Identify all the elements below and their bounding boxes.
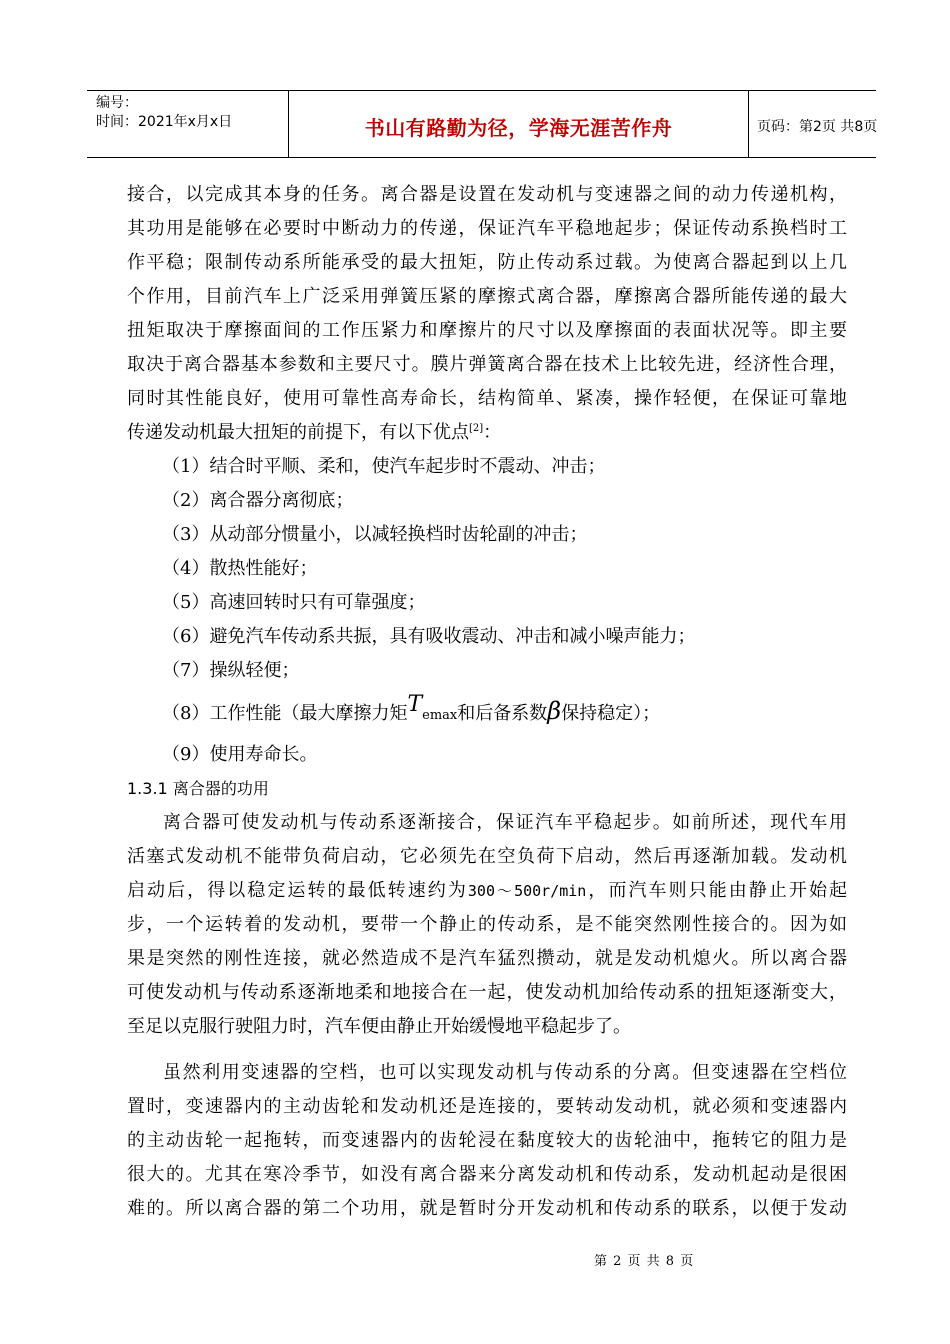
intro-paragraph	[127, 178, 847, 450]
section-heading	[127, 772, 847, 806]
list-item: （1）结合时平顺、柔和，使汽车起步时不震动、冲击；	[162, 456, 606, 477]
text-line: 个作用，目前汽车上广泛采用弹簧压紧的摩擦式离合器，摩擦离合器所能传递的最大	[127, 286, 847, 307]
function-paragraph-1	[127, 806, 847, 1044]
document-date-label: 时间：2021年x月x日	[96, 114, 233, 130]
speed-suffix: ，而汽车则只能由静止开始起	[586, 880, 848, 901]
header-left-cell	[87, 91, 288, 157]
header-page-label: 页码：第2页 共8页	[757, 119, 878, 135]
beta-symbol: β	[547, 697, 562, 725]
section-number: 1.3.1	[127, 779, 168, 798]
list-item: （5）高速回转时只有可靠强度；	[162, 592, 426, 613]
advantages-list	[127, 450, 847, 772]
item8-middle: 和后备系数	[457, 703, 548, 724]
text-line: 可使发动机与传动系逐渐地柔和地接合在一起，使发动机加给传动系的扭矩逐渐变大，	[127, 982, 847, 1003]
document-code-label: 编号：	[96, 95, 138, 111]
speed-value: 300～500r/min	[467, 882, 587, 900]
text-line: 接合，以完成其本身的任务。离合器是设置在发动机与变速器之间的动力传递机构，	[127, 184, 847, 205]
text-line: 步，一个运转着的发动机，要带一个静止的传动系，是不能突然刚性接合的。因为如	[127, 914, 847, 935]
paragraph-gap	[127, 1044, 847, 1056]
citation-ref[interactable]: [2]	[469, 423, 484, 434]
text-line: 活塞式发动机不能带负荷启动，它必须先在空负荷下启动，然后再逐渐加载。发动机	[127, 846, 847, 867]
intro-last-text: 传递发动机最大扭矩的前提下，有以下优点	[127, 422, 469, 443]
page-header	[87, 90, 876, 158]
function-paragraph-2	[127, 1056, 847, 1226]
text-line: 扭矩取决于摩擦面间的工作压紧力和摩擦片的尺寸以及摩擦面的表面状况等。即主要	[127, 320, 847, 341]
text-line: 的主动齿轮一起拖转，而变速器内的齿轮浸在黏度较大的齿轮油中，拖转它的阻力是	[127, 1130, 847, 1151]
list-item: （6）避免汽车传动系共振，具有吸收震动、冲击和减小噪声能力；	[162, 626, 696, 647]
list-item: （9）使用寿命长。	[162, 744, 318, 765]
header-motto-cell	[288, 91, 749, 157]
section-title: 离合器的功用	[172, 779, 269, 798]
text-line: 取决于离合器基本参数和主要尺寸。膜片弹簧离合器在技术上比较先进，经济性合理，	[127, 354, 847, 375]
speed-prefix: 启动后，得以稳定运转的最低转速约为	[127, 880, 468, 901]
torque-symbol: T	[407, 692, 423, 717]
text-line: 作平稳；限制传动系所能承受的最大扭矩，防止传动系过载。为使离合器起到以上几	[127, 252, 847, 273]
torque-subscript: emax	[422, 708, 458, 723]
item8-prefix: （8）工作性能（最大摩擦力矩	[162, 703, 408, 724]
text-line: 很大的。尤其在寒冷季节，如没有离合器来分离发动机和传动系，发动机起动是很困	[127, 1164, 847, 1185]
page-footer: 第 2 页 共 8 页	[594, 1254, 695, 1269]
document-body	[127, 178, 847, 1226]
list-item: （4）散热性能好；	[162, 558, 318, 579]
text-line-speed	[127, 874, 847, 908]
header-right-cell	[749, 91, 876, 157]
header-motto: 书山有路勤为径，学海无涯苦作舟	[364, 116, 673, 140]
intro-last-tail: ：	[483, 422, 502, 443]
text-line: 虽然利用变速器的空档，也可以实现发动机与传动系的分离。但变速器在空档位	[163, 1062, 847, 1083]
list-item: （7）操纵轻便；	[162, 660, 300, 681]
text-line: 同时其性能良好，使用可靠性高寿命长，结构简单、紧凑，操作轻便，在保证可靠地	[127, 388, 847, 409]
list-item: （2）离合器分离彻底；	[162, 490, 354, 511]
list-item: （3）从动部分惯量小，以减轻换档时齿轮副的冲击；	[162, 524, 588, 545]
list-item-with-formula	[127, 688, 847, 734]
text-line: 果是突然的刚性连接，就必然造成不是汽车猛烈攒动，就是发动机熄火。所以离合器	[127, 948, 847, 969]
text-line: 离合器可使发动机与传动系逐渐接合，保证汽车平稳起步。如前所述，现代车用	[163, 812, 847, 833]
text-line: 其功用是能够在必要时中断动力的传递，保证汽车平稳地起步；保证传动系换档时工	[127, 218, 847, 239]
text-line-last: 至足以克服行驶阻力时，汽车便由静止开始缓慢地平稳起步了。	[127, 1016, 631, 1037]
text-line-last	[127, 416, 847, 450]
text-line: 难的。所以离合器的第二个功用，就是暂时分开发动机和传动系的联系，以便于发动	[127, 1198, 847, 1219]
text-line: 置时，变速器内的主动齿轮和发动机还是连接的，要转动发动机，就必须和变速器内	[127, 1096, 847, 1117]
item8-suffix: 保持稳定）；	[561, 703, 661, 724]
